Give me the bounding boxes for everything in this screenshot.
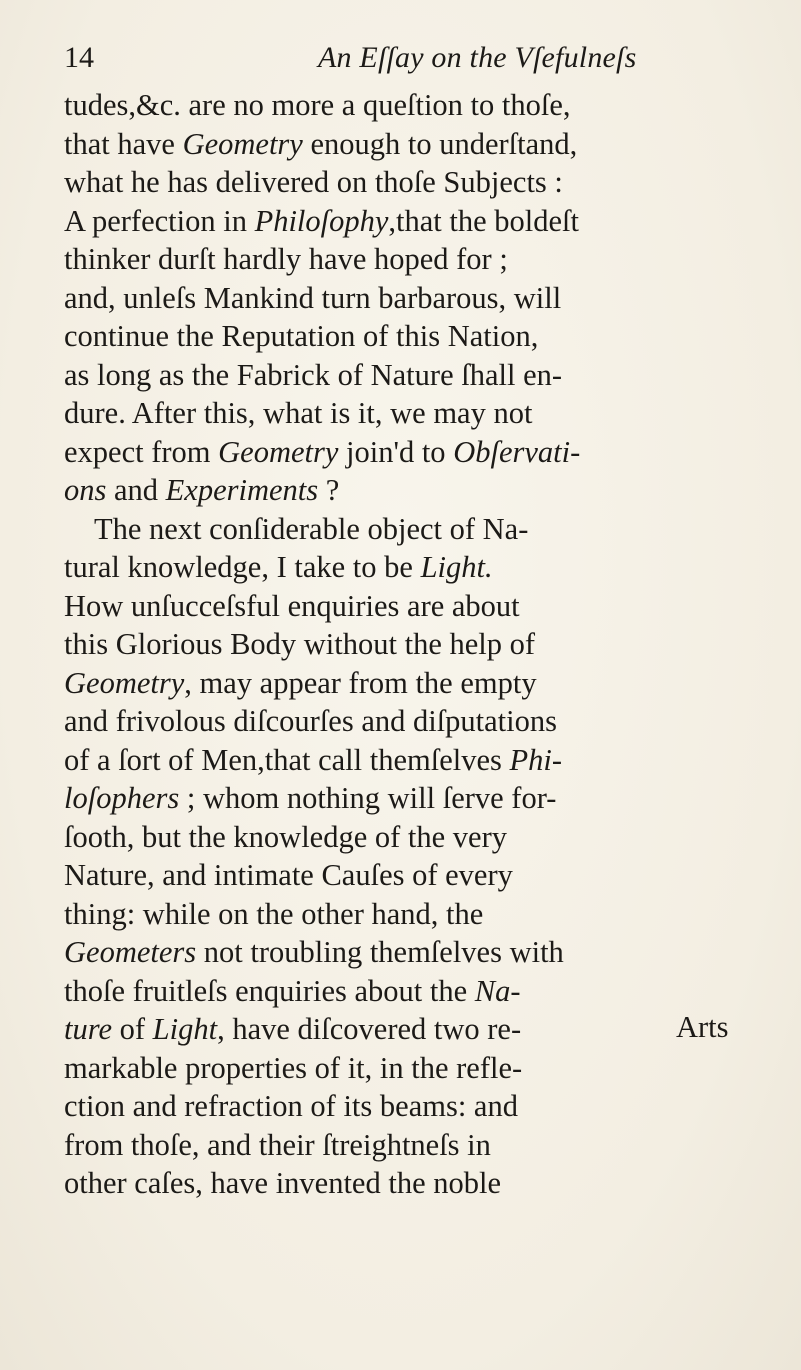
text-line [64, 895, 784, 934]
text-line [64, 202, 784, 241]
italic-text: Obſervati- [453, 434, 581, 469]
text-segment: join'd to [338, 434, 454, 469]
text-line [64, 1049, 784, 1088]
text-line [64, 818, 784, 857]
text-segment: not troubling themſelves with [196, 935, 564, 969]
italic-text: Phi- [509, 742, 563, 777]
text-segment: ſooth, but the knowledge of the very [64, 819, 507, 854]
italic-text: ons [64, 473, 107, 507]
text-line [64, 394, 784, 433]
italic-text: Geometry [182, 126, 303, 161]
text-segment: tural knowledge, I take to be [64, 550, 421, 584]
text-segment: and [106, 473, 166, 507]
text-segment: ction and refraction of its beams: and [64, 1089, 518, 1123]
running-title: An Eſſay on the Vſefulneſs [318, 41, 637, 74]
text-segment: A perfection in [64, 203, 255, 238]
page-number: 14 [64, 41, 94, 74]
text-segment: ,that the boldeſt [388, 203, 580, 238]
text-segment: How unſucceſsful enquiries are about [64, 588, 520, 623]
text-segment: this Glorious Body without the help of [64, 627, 536, 661]
italic-text: Geometry [218, 434, 339, 469]
text-segment: ? [318, 473, 340, 507]
text-line [64, 356, 784, 395]
text-line [64, 856, 784, 895]
text-line [64, 741, 784, 780]
text-line [64, 779, 784, 818]
text-line [64, 1164, 784, 1203]
text-line [64, 317, 784, 356]
text-segment: that have [64, 126, 183, 161]
text-line [64, 587, 784, 626]
text-segment: Nature, and intimate Cauſes of every [64, 858, 513, 892]
text-line [64, 702, 784, 741]
text-line [64, 471, 784, 510]
text-line [64, 279, 784, 318]
text-line [64, 240, 784, 279]
text-segment: enough to underſtand, [302, 126, 578, 161]
italic-text: Light. [420, 550, 493, 584]
text-line [64, 548, 784, 587]
text-segment: ; whom nothing will ſerve for- [179, 781, 557, 815]
text-segment: what he has delivered on thoſe Subjects : [64, 165, 563, 199]
page-header [0, 38, 801, 78]
text-segment: continue the Reputation of this Nation, [64, 319, 539, 353]
italic-text: Na- [474, 973, 521, 1008]
text-line [64, 433, 784, 472]
text-segment: markable properties of it, in the refle- [64, 1050, 523, 1085]
text-line [64, 625, 784, 664]
italic-text: Geometers [64, 935, 197, 969]
text-line [64, 86, 784, 125]
italic-text: Light [152, 1012, 218, 1046]
italic-text: ture [64, 1012, 112, 1046]
italic-text: Experiments [165, 473, 319, 507]
text-segment: other caſes, have invented the noble [64, 1166, 501, 1200]
text-segment: from thoſe, and their ſtreightneſs in [64, 1127, 491, 1162]
italic-text: Geometry [64, 665, 185, 700]
text-segment: as long as the Fabrick of Nature ſhall en- [64, 357, 563, 392]
text-segment: of [112, 1012, 153, 1046]
text-segment: and frivolous diſcourſes and diſputations [64, 704, 558, 738]
text-line [64, 125, 784, 164]
text-line [64, 664, 784, 703]
text-segment: expect from [64, 434, 219, 469]
catchword: Arts [676, 1010, 729, 1044]
text-segment: of a ſort of Men,that call themſelves [64, 742, 510, 777]
italic-text: loſophers [64, 781, 180, 815]
text-segment: thinker durſt hardly have hoped for ; [64, 242, 508, 276]
text-segment: thing: while on the other hand, the [64, 896, 484, 931]
text-line [64, 972, 784, 1011]
text-line [64, 510, 784, 549]
text-segment: tudes,&c. are no more a queſtion to thoſe, [64, 88, 571, 122]
text-segment: dure. After this, what is it, we may not [64, 396, 533, 430]
text-segment: and, unleſs Mankind turn barbarous, will [64, 280, 562, 315]
italic-text: Philoſophy [254, 203, 389, 238]
text-line [64, 933, 784, 972]
text-segment: , may appear from the empty [184, 665, 537, 700]
text-line [64, 163, 784, 202]
text-segment: The next conſiderable object of Na- [64, 511, 529, 546]
text-line [64, 1126, 784, 1165]
text-segment: thoſe fruitleſs enquiries about the [64, 973, 475, 1008]
text-line [64, 1087, 784, 1126]
text-segment: , have diſcovered two re- [217, 1012, 522, 1046]
